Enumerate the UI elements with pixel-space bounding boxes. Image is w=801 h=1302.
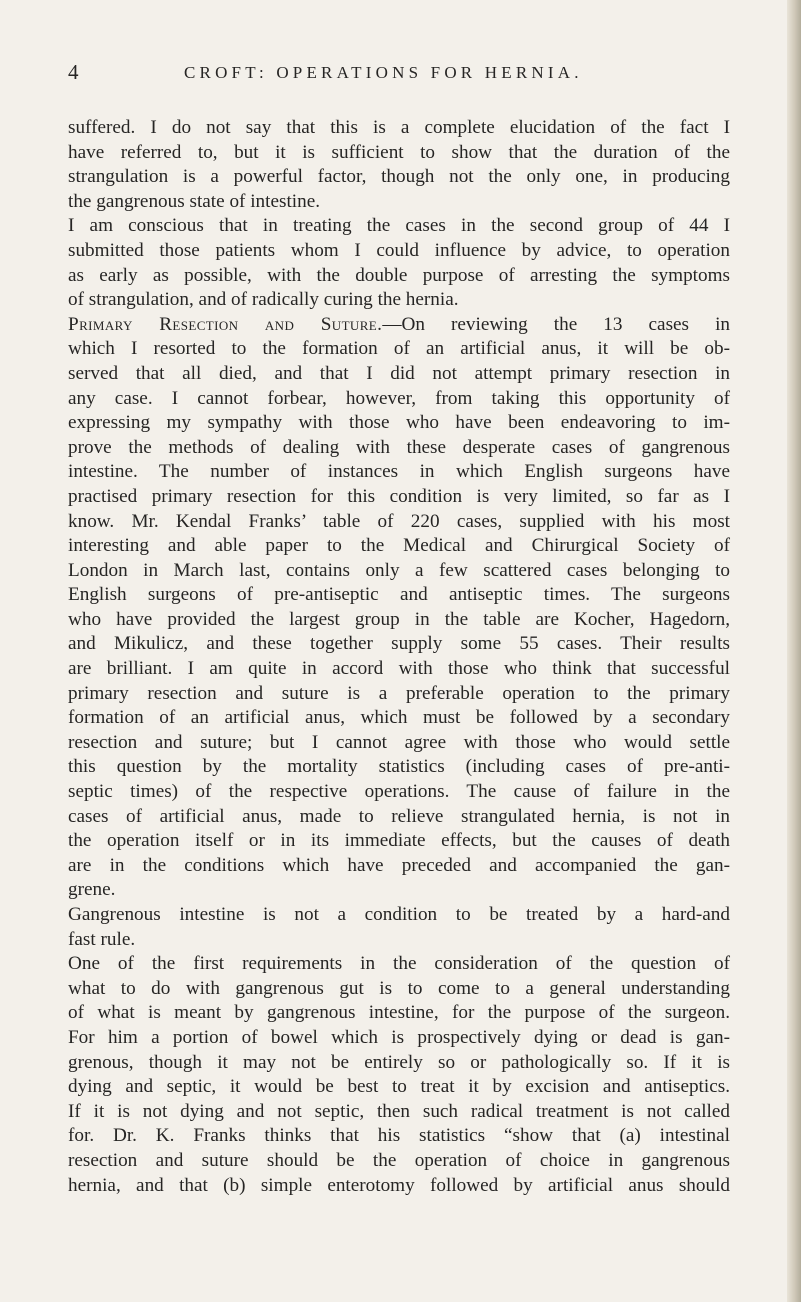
text-line: grenous, though it may not be entirely so or pathologically so. If it is — [68, 1051, 730, 1073]
text-line: submitted those patients whom I could influence by advice, to operation — [68, 239, 730, 261]
text-line: Gangrenous intestine is not a condition to be treated by a hard-and — [68, 904, 730, 925]
text-line: fast rule. — [68, 928, 136, 950]
text-line: who have provided the largest group in the table are Kocher, Hagedorn, — [68, 608, 730, 630]
section-heading: Primary Resection and Suture. — [68, 313, 383, 335]
text-line-rest: —On reviewing the 13 cases in — [382, 313, 730, 335]
text-line: strangulation is a powerful factor, though not the only one, in producing — [68, 166, 730, 188]
text-line: grene. — [68, 879, 116, 901]
text-line: have referred to, but it is sufficient to show that the duration of the — [68, 141, 730, 163]
text-line: are in the conditions which have preceded and accompanied the gan- — [68, 854, 730, 876]
page-header — [68, 60, 708, 88]
text-line: as early as possible, with the double purpose of arresting the symptoms — [68, 264, 730, 286]
text-line: this question by the mortality statistics (including cases of pre-anti- — [68, 756, 730, 778]
text-line: suffered. I do not say that this is a complete elucidation of the fact I — [68, 117, 730, 138]
text-line: practised primary resection for this condition is very limited, so far as I — [68, 485, 730, 507]
text-line: English surgeons of pre-antiseptic and antiseptic times. The surgeons — [68, 584, 730, 606]
text-line: expressing my sympathy with those who have been endeavoring to im- — [68, 412, 730, 434]
page-edge-shadow — [787, 0, 801, 1302]
text-line: resection and suture should be the operation of choice in gangrenous — [68, 1149, 730, 1171]
running-head: CROFT: OPERATIONS FOR HERNIA. — [184, 63, 583, 82]
text-line: what to do with gangrenous gut is to come to a general understanding — [68, 977, 730, 999]
text-line: the gangrenous state of intestine. — [68, 190, 321, 212]
text-line: septic times) of the respective operations. The cause of failure in the — [68, 781, 730, 803]
text-line: I am conscious that in treating the cases in the second group of 44 I — [68, 215, 730, 237]
text-line: know. Mr. Kendal Franks’ table of 220 cases, supplied with his most — [68, 510, 730, 532]
text-line: of what is meant by gangrenous intestine, for the purpose of the surgeon. — [68, 1002, 730, 1024]
text-line: served that all died, and that I did not attempt primary resection in — [68, 362, 730, 384]
text-line: of strangulation, and of radically curing the hernia. — [68, 289, 459, 311]
text-line: for. Dr. K. Franks thinks that his statistics “show that (a) intestinal — [68, 1125, 730, 1147]
page-number: 4 — [68, 60, 79, 84]
text-line: formation of an artificial anus, which must be followed by a secondary — [68, 707, 730, 729]
body-text — [68, 116, 730, 1198]
text-line: intestine. The number of instances in which English surgeons have — [68, 461, 730, 483]
text-line: interesting and able paper to the Medical and Chirurgical Society of — [68, 535, 730, 557]
text-line: any case. I cannot forbear, however, from taking this opportunity of — [68, 387, 730, 409]
text-line: and Mikulicz, and these together supply some 55 cases. Their results — [68, 633, 730, 655]
text-line: For him a portion of bowel which is prospectively dying or dead is gan- — [68, 1026, 730, 1048]
text-line: prove the methods of dealing with these desperate cases of gangrenous — [68, 436, 730, 458]
text-line: which I resorted to the formation of an artificial anus, it will be ob- — [68, 338, 730, 360]
text-line: primary resection and suture is a preferable operation to the primary — [68, 682, 730, 704]
text-line: resection and suture; but I cannot agree with those who would settle — [68, 731, 730, 753]
text-line: If it is not dying and not septic, then such radical treatment is not called — [68, 1100, 730, 1122]
text-line: are brilliant. I am quite in accord with those who think that successful — [68, 658, 730, 680]
text-line: One of the first requirements in the consideration of the question of — [68, 953, 730, 975]
text-line: cases of artificial anus, made to relieve strangulated hernia, is not in — [68, 805, 730, 827]
text-line: London in March last, contains only a few scattered cases belonging to — [68, 559, 730, 581]
text-line-with-heading — [68, 313, 730, 338]
text-line: dying and septic, it would be best to treat it by excision and antiseptics. — [68, 1076, 730, 1098]
text-line: the operation itself or in its immediate effects, but the causes of death — [68, 830, 730, 852]
text-line: hernia, and that (b) simple enterotomy followed by artificial anus should — [68, 1174, 730, 1196]
